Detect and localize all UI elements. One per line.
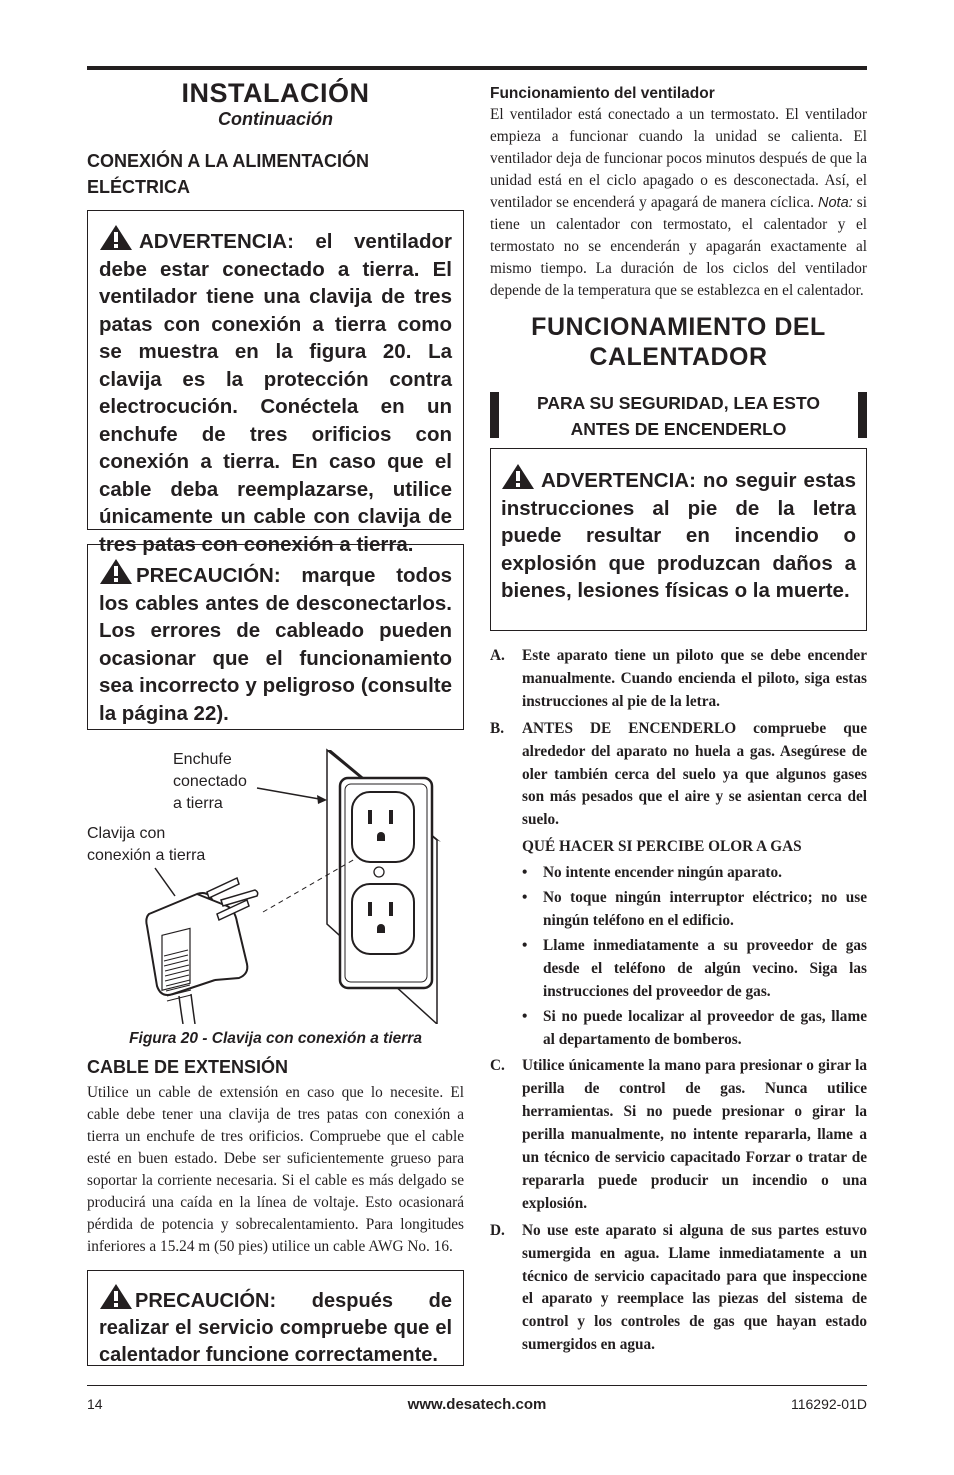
- bullet-marker: •: [522, 1007, 528, 1025]
- extension-cord-heading: CABLE DE EXTENSIÓN: [87, 1057, 289, 1077]
- fan-text-part-2: si tiene un calentador con termostato, el calentador y el termostato no se encenderán y apagarán exactamente al mismo tiempo. La duración de los ciclos del ventilador depende de la temperatura que se establezca en el calentador.: [490, 194, 868, 299]
- figure-caption: Figura 20 - Clavija con conexión a tierra: [129, 1030, 422, 1047]
- bullet-marker: •: [522, 936, 528, 954]
- list-item: [490, 1220, 867, 1357]
- section-subtitle: Continuación: [218, 109, 333, 129]
- bullet-item: [490, 862, 867, 885]
- power-connection-heading: [87, 148, 464, 200]
- gas-smell-heading: QUÉ HACER SI PERCIBE OLOR A GAS: [522, 838, 802, 856]
- safety-line-1: PARA SU SEGURIDAD, LEA ESTO: [537, 393, 820, 413]
- warning-box-ground: [87, 210, 464, 556]
- bullet-marker: •: [522, 889, 528, 907]
- label-outlet-line-2: conectado: [173, 773, 247, 790]
- label-outlet-line-1: Enchufe: [173, 751, 232, 768]
- grounded-plug-illustration: [87, 744, 464, 1024]
- warning-triangle-icon: [501, 463, 535, 490]
- label-plug-line-2: conexión a tierra: [87, 847, 206, 864]
- safety-bar-right: [858, 392, 867, 438]
- warning-triangle-icon: [99, 224, 133, 251]
- bullet-item: [490, 1006, 867, 1052]
- bullet-marker: •: [522, 864, 528, 882]
- safety-bar-left: [490, 392, 499, 438]
- bullet-item: [490, 935, 867, 1004]
- caution-box-wiring: [87, 544, 464, 730]
- fan-operation-text: [490, 104, 867, 302]
- list-marker: A.: [490, 647, 505, 664]
- left-column: [87, 78, 464, 1366]
- bottom-rule: [87, 1385, 867, 1386]
- op-title-line-2: CALENTADOR: [589, 343, 768, 371]
- lighting-instructions-list: [490, 645, 867, 1357]
- right-column: [490, 78, 867, 1361]
- warning-triangle-icon: [99, 558, 133, 585]
- list-item: [490, 718, 867, 833]
- caution-box-service: [87, 1270, 464, 1366]
- caution-text-service: PRECAUCIÓN: después de realizar el servicio compruebe que el calentador funcione correctamente.: [99, 1290, 452, 1366]
- bullet-item: [490, 887, 867, 933]
- footer-url[interactable]: www.desatech.com: [407, 1396, 547, 1413]
- extension-cord-text: Utilice un cable de extensión en caso que lo necesite. El cable debe tener una clavija de tres patas con conexión a tierra un enchufe de tres orificios. Compruebe que el cable esté en buen estado. Debe ser suficientemente grueso para soportar la corriente necesaria. Si el cable es más delgado se producirá una caída en la línea de voltaje. Esto ocasionará pérdida de potencia y sobrecalentamiento. Para longitudes inferiores a 15.24 m (50 pies) utilice un cable AWG No. 16.: [87, 1084, 464, 1255]
- list-item: [490, 645, 867, 714]
- figure-20: [87, 744, 464, 1024]
- fan-text-part-1: El ventilador está conectado a un termostato. El ventilador empieza a funcionar cuando la unidad se calienta. El ventilador deja de funcionar pocos minutos después de que la unidad está en el ciclo apagado o es desconectada. Así, el ventilador se encenderá y apagará de manera cíclica.: [490, 106, 867, 211]
- bullet-text: No intente encender ningún aparato.: [543, 864, 782, 882]
- label-outlet-line-3: a tierra: [173, 795, 223, 812]
- list-item: [490, 1055, 867, 1215]
- heading-line-2: ELÉCTRICA: [87, 177, 190, 197]
- label-plug-line-1: Clavija con: [87, 825, 166, 842]
- op-title-line-1: FUNCIONAMIENTO DEL: [531, 313, 826, 341]
- warning-text-ground: ADVERTENCIA: el ventilador debe estar conectado a tierra. El ventilador tiene una clavija de tres patas con conexión a tierra como se muestra en la figura 20. La clavija es la protección contra electrocución. Conéctela en un enchufe de tres orificios con conexión a tierra. En caso que el cable deba reemplazarse, utilice únicamente un cable con clavija de tres patas con conexión a tierra.: [99, 230, 452, 556]
- heading-line-1: CONEXIÓN A LA ALIMENTACIÓN: [87, 151, 369, 171]
- list-text: No use este aparato si alguna de sus partes estuvo sumergida en agua. Llame inmediatamente a un técnico de servicio capacitado para que inspeccione el aparato y reemplace las piezas del sistema de control y los controles de gas que hayan estado sumergidos en agua.: [522, 1221, 867, 1354]
- bullet-text: No toque ningún interruptor eléctrico; no use ningún teléfono en el edificio.: [543, 889, 867, 929]
- fan-note-label: Nota:: [818, 195, 853, 211]
- warning-text-instructions: ADVERTENCIA: no seguir estas instrucciones al pie de la letra puede resultar en incendio o explosión que produzcan daños a bienes, lesiones físicas o la muerte.: [501, 469, 856, 602]
- heater-operation-title: [490, 312, 867, 372]
- safety-line-2: ANTES DE ENCENDERLO: [570, 419, 787, 439]
- section-title-installation: INSTALACIÓN: [181, 78, 370, 108]
- bullet-text: Llame inmediatamente a su proveedor de gas desde el teléfono de algún vecino. Siga las instrucciones del proveedor de gas.: [543, 936, 867, 1000]
- label-grounded-outlet: [173, 749, 247, 815]
- list-marker: B.: [490, 719, 505, 737]
- list-text: Utilice únicamente la mano para presionar o girar la perilla de control de gas. Nunca utilice herramientas. Si no puede presionar o girar la perilla manualmente, no intente repararla, llame a un técnico de servicio capacitado Forzar o tratar de repararla puede producir un incendio o una explosión.: [522, 1057, 867, 1212]
- safety-banner: [490, 390, 867, 442]
- list-text: Este aparato tiene un piloto que se debe encender manualmente. Cuando encienda el piloto, siga estas instrucciones al pie de la letra.: [522, 647, 867, 710]
- page-number: 14: [87, 1396, 103, 1412]
- warning-triangle-icon: [99, 1283, 133, 1310]
- list-marker: D.: [490, 1221, 505, 1239]
- caution-text-wiring: PRECAUCIÓN: marque todos los cables antes de desconectarlos. Los errores de cableado pueden ocasionar que el funcionamiento sea incorrecto y peligroso (consulte la página 22).: [99, 564, 452, 725]
- warning-box-instructions: [490, 448, 867, 631]
- fan-operation-heading: Funcionamiento del ventilador: [490, 85, 715, 102]
- document-code: 116292-01D: [790, 1396, 867, 1412]
- label-grounded-plug: [87, 823, 205, 867]
- list-text: ANTES DE ENCENDERLO compruebe que alrededor del aparato no huela a gas. Asegúrese de oler también cerca del suelo ya que algunos gases son más pesados que el aire y se asientan cerca del suelo.: [522, 719, 867, 829]
- bullet-text: Si no puede localizar al proveedor de gas, llame al departamento de bomberos.: [543, 1007, 867, 1048]
- top-rule: [87, 66, 867, 70]
- list-marker: C.: [490, 1057, 505, 1075]
